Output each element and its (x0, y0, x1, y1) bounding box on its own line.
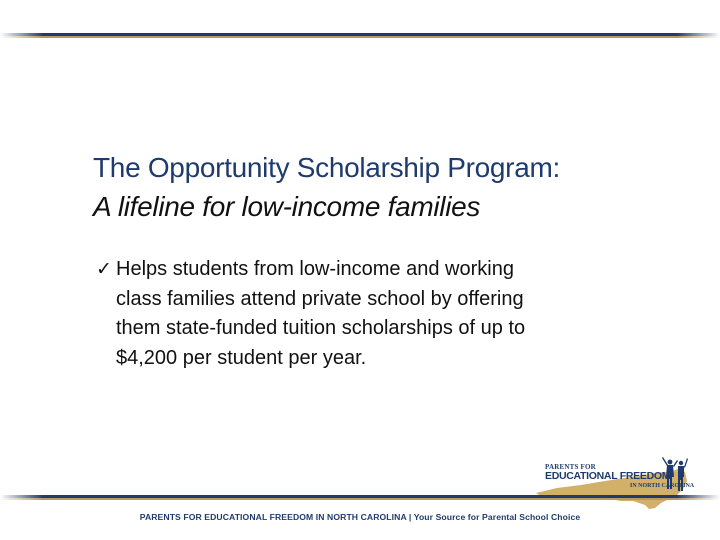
logo-text-main: EDUCATIONAL FREEDOM (545, 470, 671, 482)
checkmark-icon: ✓ (96, 258, 112, 280)
bullet-line: them state-funded tuition scholarships of up to (116, 317, 526, 339)
bullet-text (116, 255, 606, 373)
bullet-line: Helps students from low-income and working (116, 258, 514, 280)
logo-text-bottom: IN NORTH CAROLINA (630, 483, 695, 489)
logo-text-top: PARENTS FOR (545, 463, 596, 471)
organization-logo (533, 455, 693, 515)
slide-title: The Opportunity Scholarship Program: (93, 152, 560, 183)
bullet-line: $4,200 per student per year. (116, 346, 367, 369)
top-divider-rule (0, 32, 720, 40)
footer-tagline: PARENTS FOR EDUCATIONAL FREEDOM IN NORTH CAROLINA | Your Source for Parental School Choice (139, 512, 581, 522)
bottom-divider-rule (0, 494, 720, 502)
slide-subtitle: A lifeline for low-income families (93, 191, 481, 222)
bullet-line: class families attend private school by offering (116, 287, 524, 310)
